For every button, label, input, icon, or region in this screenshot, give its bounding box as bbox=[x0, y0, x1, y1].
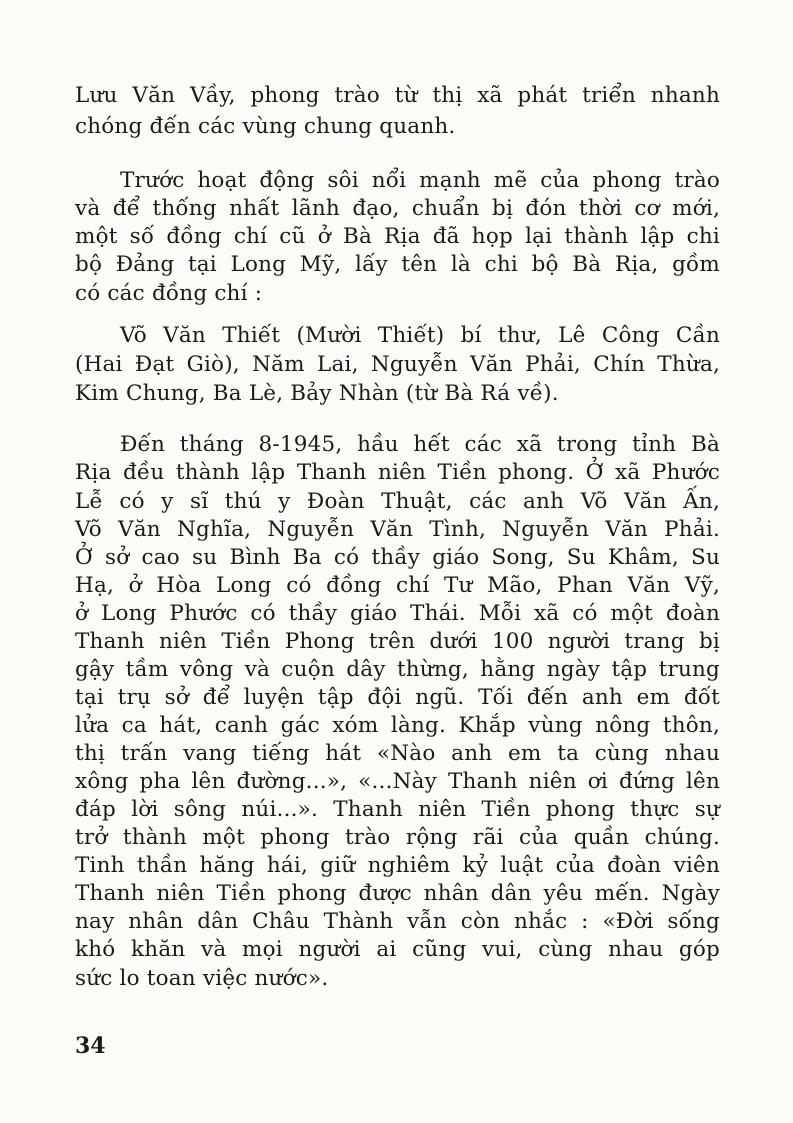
text-line: một số đồng chí cũ ở Bà Rịa đã họp lại thành lập chi bbox=[75, 224, 720, 249]
text-line: lửa ca hát, canh gác xóm làng. Khắp vùng nông thôn, bbox=[75, 713, 720, 738]
text-line: sức lo toan việc nước». bbox=[75, 966, 329, 991]
text-line: Lưu Văn Vầy, phong trào từ thị xã phát triển nhanh bbox=[75, 83, 720, 108]
text-line: Hạ, ở Hòa Long có đồng chí Tư Mão, Phan Văn Vỹ, bbox=[75, 573, 720, 598]
text-line: đáp lời sông núi...». Thanh niên Tiền phong thực sự bbox=[75, 797, 720, 822]
text-line: khó khăn và mọi người ai cũng vui, cùng nhau góp bbox=[75, 937, 720, 962]
text-line: Võ Văn Thiết (Mười Thiết) bí thư, Lê Công Cần bbox=[120, 323, 720, 348]
text-line: Kim Chung, Ba Lè, Bảy Nhàn (từ Bà Rá về). bbox=[75, 381, 559, 406]
page-number: 34 bbox=[75, 1033, 106, 1059]
text-line: tại trụ sở để luyện tập đội ngũ. Tối đến anh em đốt bbox=[75, 685, 720, 710]
text-line: nay nhân dân Châu Thành vẫn còn nhắc : «Đời sống bbox=[75, 909, 720, 934]
text-line: bộ Đảng tại Long Mỹ, lấy tên là chi bộ Bà Rịa, gồm bbox=[75, 252, 720, 277]
text-line: có các đồng chí : bbox=[75, 281, 263, 306]
text-line: xông pha lên đường...», «...Này Thanh niên ơi đứng lên bbox=[75, 769, 720, 794]
text-line: Tinh thần hăng hái, giữ nghiêm kỷ luật của đoàn viên bbox=[75, 853, 720, 878]
text-line: Đến tháng 8-1945, hầu hết các xã trong tỉnh Bà bbox=[120, 432, 720, 457]
text-line: ở Long Phước có thầy giáo Thái. Mỗi xã có một đoàn bbox=[75, 601, 720, 626]
text-line: chóng đến các vùng chung quanh. bbox=[75, 114, 456, 139]
text-line: Lễ có y sĩ thú y Đoàn Thuật, các anh Võ Văn Ấn, bbox=[75, 489, 720, 514]
text-line: thị trấn vang tiếng hát «Nào anh em ta cùng nhau bbox=[75, 741, 720, 766]
text-line: Ở sở cao su Bình Ba có thầy giáo Song, Su Khâm, Su bbox=[75, 545, 720, 570]
text-line: Thanh niên Tiền Phong trên dưới 100 người trang bị bbox=[75, 629, 720, 654]
text-line: Trước hoạt động sôi nổi mạnh mẽ của phong trào bbox=[120, 168, 720, 193]
text-line: gậy tầm vông và cuộn dây thừng, hằng ngày tập trung bbox=[75, 657, 720, 682]
text-line: và để thống nhất lãnh đạo, chuẩn bị đón thời cơ mới, bbox=[75, 196, 720, 221]
text-line: trở thành một phong trào rộng rãi của quần chúng. bbox=[75, 825, 720, 850]
text-line: (Hai Đạt Giò), Năm Lai, Nguyễn Văn Phải, Chín Thừa, bbox=[75, 352, 720, 377]
text-line: Võ Văn Nghĩa, Nguyễn Văn Tình, Nguyễn Văn Phải. bbox=[75, 517, 720, 542]
text-line: Rịa đều thành lập Thanh niên Tiền phong. Ở xã Phước bbox=[75, 460, 720, 485]
text-line: Thanh niên Tiền phong được nhân dân yêu mến. Ngày bbox=[75, 881, 720, 906]
